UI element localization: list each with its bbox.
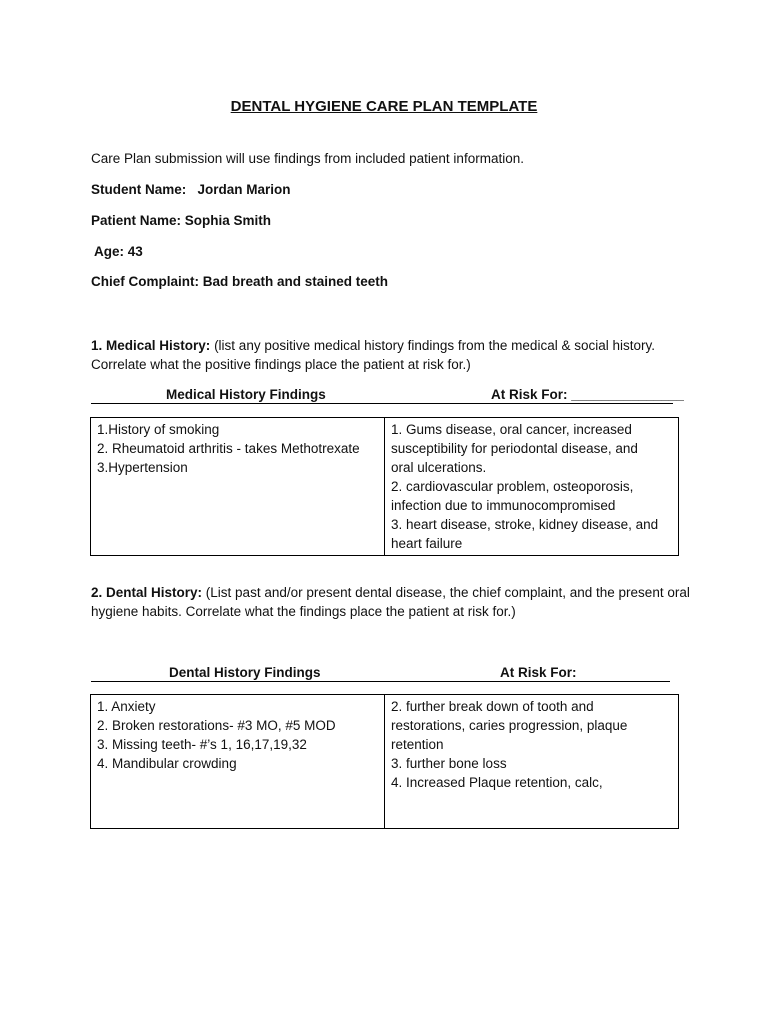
- medical-risk-header: At Risk For: _______________: [491, 387, 684, 402]
- dental-history-table: [90, 694, 679, 829]
- medical-history-table: [90, 417, 679, 556]
- dental-findings-cell: [91, 695, 385, 829]
- age-row: [94, 244, 143, 259]
- dental-risk-cell: [385, 695, 679, 829]
- chief-complaint-row: [91, 274, 388, 289]
- list-item: 2. Broken restorations- #3 MO, #5 MOD: [97, 718, 336, 733]
- list-item: 4. Increased Plaque retention, calc,: [391, 775, 603, 790]
- dental-history-heading: 2. Dental History:: [91, 585, 203, 600]
- list-item: 1. Gums disease, oral cancer, increased: [391, 422, 632, 437]
- dental-findings-header: Dental History Findings: [169, 665, 321, 680]
- dental-history-section: [91, 583, 691, 621]
- medical-history-heading: 1. Medical History:: [91, 338, 211, 353]
- list-item: oral ulcerations.: [391, 460, 487, 475]
- medical-risk-cell: [385, 418, 679, 556]
- page-title: DENTAL HYGIENE CARE PLAN TEMPLATE: [230, 98, 538, 115]
- list-item: 2. Rheumatoid arthritis - takes Methotrexate: [97, 441, 360, 456]
- list-item: infection due to immunocompromised: [391, 498, 616, 513]
- student-name-row: [91, 182, 291, 197]
- age-label: Age:: [94, 244, 124, 259]
- chief-complaint-value: Bad breath and stained teeth: [202, 274, 389, 289]
- list-item: restorations, caries progression, plaque: [391, 718, 628, 733]
- age-value: 43: [127, 244, 143, 259]
- table-row: [91, 695, 679, 829]
- list-item: heart failure: [391, 536, 463, 551]
- medical-header-rule: [91, 403, 673, 404]
- chief-complaint-label: Chief Complaint:: [91, 274, 199, 289]
- medical-findings-cell: [91, 418, 385, 556]
- list-item: 2. further break down of tooth and: [391, 699, 594, 714]
- student-name-label: Student Name:: [91, 182, 187, 197]
- list-item: 2. cardiovascular problem, osteoporosis,: [391, 479, 634, 494]
- list-item: susceptibility for periodontal disease, and: [391, 441, 638, 456]
- student-name-value: Jordan Marion: [197, 182, 291, 197]
- patient-name-value: Sophia Smith: [184, 213, 272, 228]
- list-item: 4. Mandibular crowding: [97, 756, 237, 771]
- medical-history-instructions: (list any positive medical history findings from the medical & social history. Correlate what the positive findings place the patient at risk for.): [91, 338, 655, 372]
- medical-findings-header: Medical History Findings: [166, 387, 326, 402]
- medical-history-section: [91, 336, 691, 374]
- list-item: 3. heart disease, stroke, kidney disease, and: [391, 517, 659, 532]
- table-row: [91, 418, 679, 556]
- patient-name-row: [91, 213, 271, 228]
- list-item: 3. further bone loss: [391, 756, 507, 771]
- dental-history-instructions: (List past and/or present dental disease, the chief complaint, and the present oral hygiene habits. Correlate what the findings place the patient at risk for.): [91, 585, 690, 619]
- dental-risk-header: At Risk For:: [500, 665, 577, 680]
- dental-header-rule: [91, 681, 670, 682]
- list-item: 3. Missing teeth- #’s 1, 16,17,19,32: [97, 737, 307, 752]
- patient-name-label: Patient Name:: [91, 213, 182, 228]
- list-item: retention: [391, 737, 444, 752]
- intro-text: Care Plan submission will use findings from included patient information.: [91, 151, 524, 166]
- list-item: 1.History of smoking: [97, 422, 220, 437]
- list-item: 3.Hypertension: [97, 460, 188, 475]
- list-item: 1. Anxiety: [97, 699, 156, 714]
